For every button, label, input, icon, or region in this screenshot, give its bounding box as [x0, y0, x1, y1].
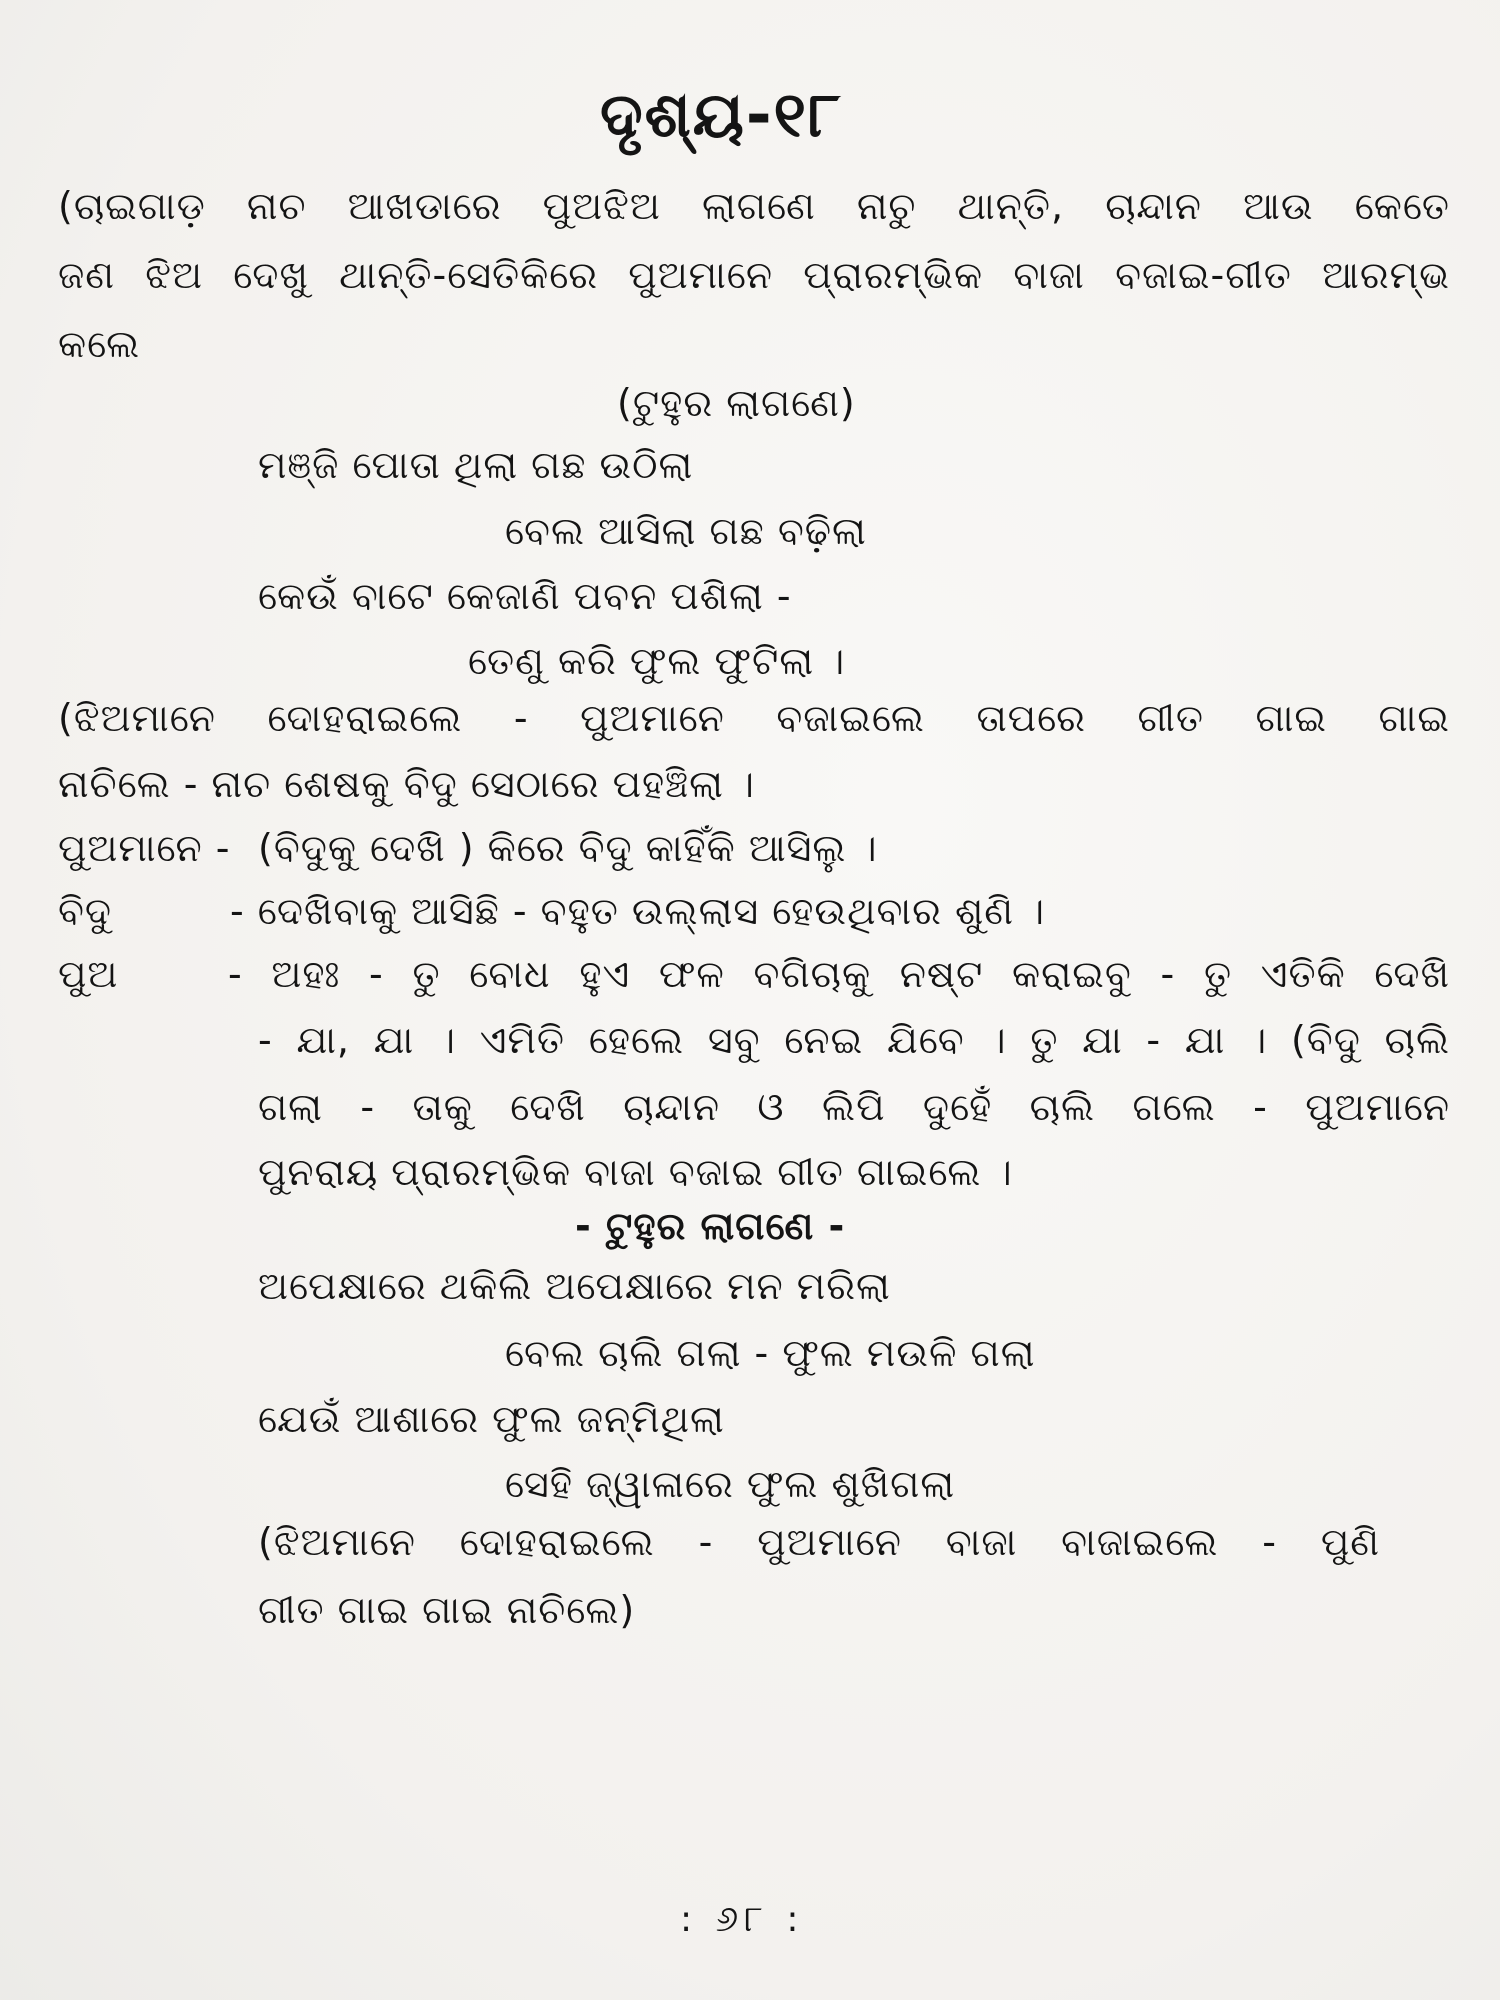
stage-direction-line: ଜଣ ଝିଅ ଦେଖୁ ଥାନ୍ତି-ସେତିକିରେ ପୁଅମାନେ ପ୍ରାରମ୍ଭିକ ବାଜା ବଜାଇ-ଗୀତ ଆରମ୍ଭ [58, 253, 1450, 297]
song-heading: - ଟୁହୁର ଲାଗଣେ - [575, 1204, 846, 1248]
song-line: ବେଲ ଚାଲି ଗଲା - ଫୁଲ ମଉଳି ଗଲା [505, 1331, 1036, 1375]
speaker-name: ପୁଅ [58, 952, 119, 996]
dialogue-text: - ଦେଖିବାକୁ ଆସିଛି - ବହୁତ ଉଲ୍ଲାସ ହେଉଥିବାର ଶୁଣି । [230, 889, 1046, 933]
page-number: : ୬୮ : [680, 1899, 805, 1940]
dialogue-text: ଗଲା - ତାକୁ ଦେଖି ଚାନ୍ଦାନ ଓ ଲିପି ଦୁହେଁ ଚାଲି ଗଲେ - ପୁଅମାନେ [258, 1085, 1450, 1129]
stage-direction-line: ଗୀତ ଗାଇ ଗାଇ ନାଚିଲେ) [258, 1588, 636, 1632]
dialogue-text: ପୁନରାୟ ପ୍ରାରମ୍ଭିକ ବାଜା ବଜାଇ ଗୀତ ଗାଇଲେ । [258, 1150, 1013, 1194]
stage-direction-line: ନାଚିଲେ - ନାଚ ଶେଷକୁ ବିଦୁ ସେଠାରେ ପହଞ୍ଚିଲା । [58, 762, 756, 806]
speaker-name: ବିଦୁ [58, 889, 113, 933]
dialogue-text: - ଯା, ଯା । ଏମିତି ହେଲେ ସବୁ ନେଇ ଯିବେ । ତୁ ଯା - ଯା । (ବିଦୁ ଚାଲି [258, 1018, 1450, 1062]
stage-direction-line: (ଚାଇଗାଡ଼ ନାଚ ଆଖଡାରେ ପୁଅଝିଅ ଲାଗଣେ ନାଚୁ ଥାନ୍ତି, ଚାନ୍ଦାନ ଆଉ କେତେ [58, 184, 1450, 228]
song-line: ତେଣୁ କରି ଫୁଲ ଫୁଟିଲା । [468, 639, 846, 683]
song-line: ସେହି ଜ୍ୱାଳାରେ ଫୁଲ ଶୁଖିଗଲା [505, 1462, 956, 1506]
song-line: କେଉଁ ବାଟେ କେଜାଣି ପବନ ପଶିଲା - [258, 574, 792, 618]
dialogue-text: (ବିଦୁକୁ ଦେଖି ) କିରେ ବିଦୁ କାହିଁକି ଆସିଲୁ । [258, 826, 878, 870]
song-line: ମଞ୍ଜି ପୋତା ଥିଲା ଗଛ ଉଠିଲା [258, 443, 694, 487]
song-line: ବେଲ ଆସିଲା ଗଛ ବଢ଼ିଲା [505, 509, 867, 553]
song-line: ଅପେକ୍ଷାରେ ଥକିଲି ଅପେକ୍ଷାରେ ମନ ମରିଲା [258, 1264, 891, 1308]
stage-direction-line: (ଝିଅମାନେ ଦୋହରାଇଲେ - ପୁଅମାନେ ବାଜା ବାଜାଇଲେ - ପୁଣି [258, 1520, 1380, 1564]
song-line: ଯେଉଁ ଆଶାରେ ଫୁଲ ଜନ୍ମିଥିଲା [258, 1397, 725, 1441]
scene-title: ଦୃଶ୍ୟ-୧୮ [600, 78, 843, 151]
stage-direction-line: କଲେ [58, 322, 141, 366]
song-heading: (ଟୁହୁର ଲାଗଣେ) [617, 381, 856, 425]
speaker-name: ପୁଅମାନେ - [58, 826, 231, 870]
stage-direction-line: (ଝିଅମାନେ ଦୋହରାଇଲେ - ପୁଅମାନେ ବଜାଇଲେ ତାପରେ ଗୀତ ଗାଇ ଗାଇ [58, 696, 1450, 740]
dialogue-text: - ଅହଃ - ତୁ ବୋଧ ହୁଏ ଫଳ ବଗିଚାକୁ ନଷ୍ଟ କରାଇବୁ - ତୁ ଏତିକି ଦେଖି [228, 952, 1450, 996]
